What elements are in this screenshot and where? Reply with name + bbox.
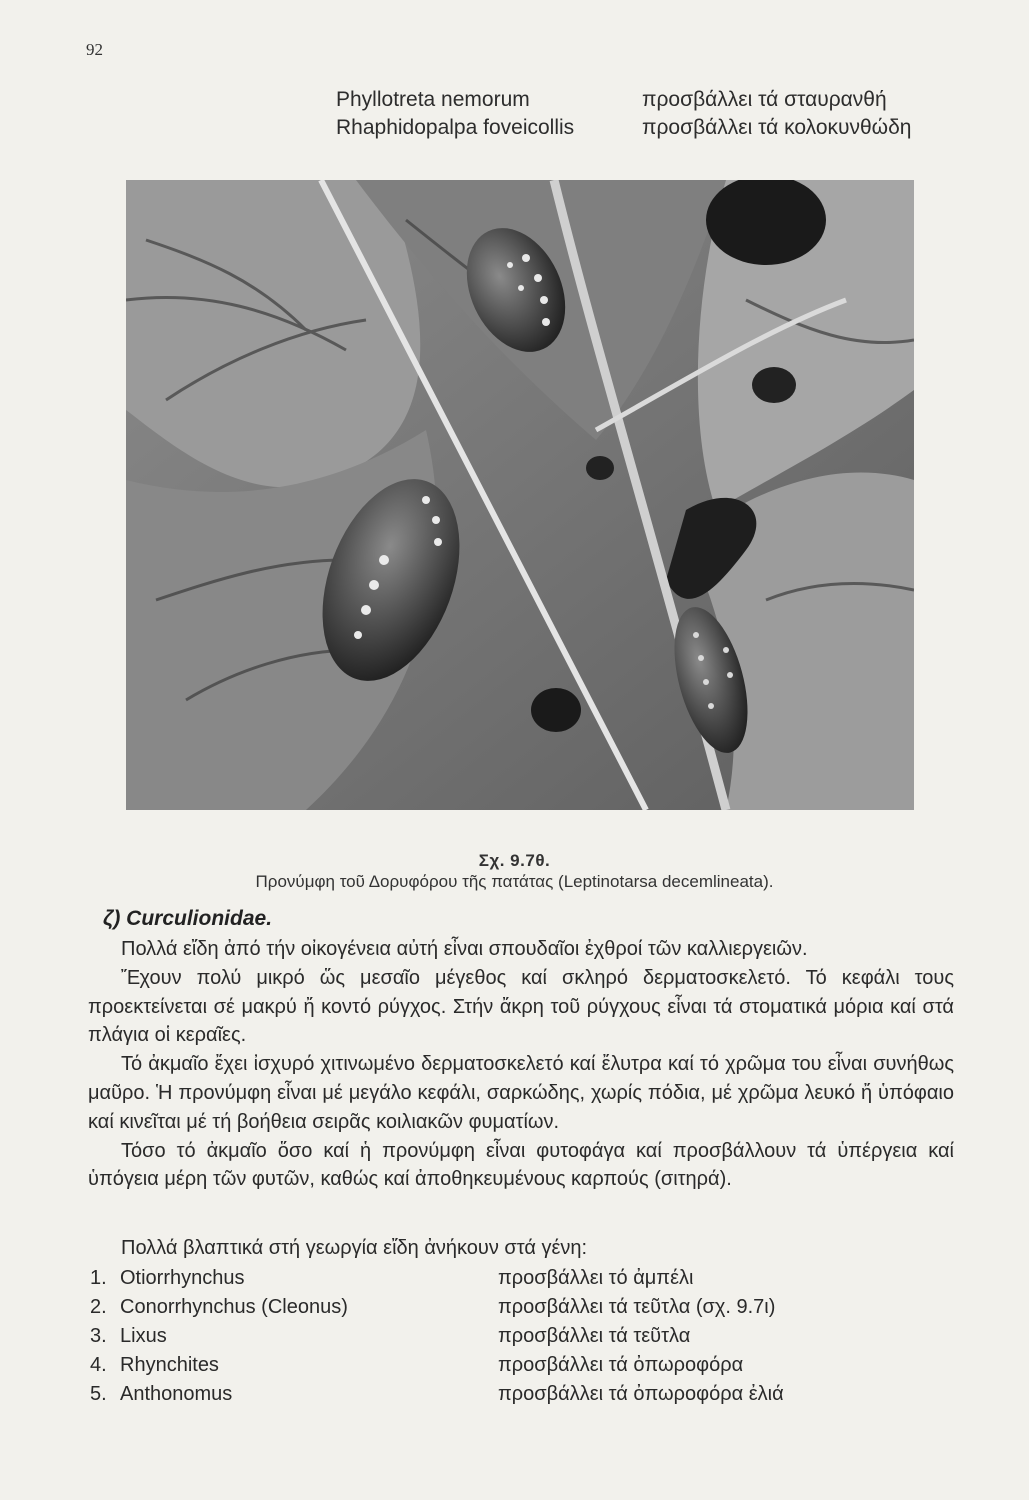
item-number: 4. xyxy=(90,1354,107,1376)
list-item xyxy=(90,1383,950,1412)
list-item xyxy=(90,1325,950,1354)
species-name: Phyllotreta nemorum xyxy=(336,88,530,111)
paragraph: Ἔχουν πολύ μικρό ὥς μεσαῖο μέγεθος καί σκληρό δερματοσκελετό. Τό κεφάλι τους προεκτείνεται σέ μακρύ ἤ κοντό ρύγχος. Στήν ἄκρη τοῦ ρύγχους εἶναι τά στοματικά μόρια καί στά πλάγια οἱ κεραῖες. xyxy=(88,966,954,1047)
genus-name: Otiorrhynchus xyxy=(120,1267,245,1289)
genus-description: προσβάλλει τά ὀπωροφόρα xyxy=(498,1354,744,1376)
genus-name: Conorrhynchus (Cleonus) xyxy=(120,1296,348,1318)
species-description: προσβάλλει τά κολοκυνθώδη xyxy=(642,116,912,139)
item-number: 2. xyxy=(90,1296,107,1318)
list-item xyxy=(90,1296,950,1325)
list-item xyxy=(90,1354,950,1383)
section-title: Curculionidae. xyxy=(126,907,273,930)
genus-description: προσβάλλει τά τεῦτλα xyxy=(498,1325,691,1347)
genus-description: προσβάλλει τά τεῦτλα (σχ. 9.7ι) xyxy=(498,1296,776,1318)
page-number: 92 xyxy=(86,40,103,59)
figure-caption: Προνύμφη τοῦ Δορυφόρου τῆς πατάτας (Leptinotarsa decemlineata). xyxy=(255,872,774,891)
genus-description: προσβάλλει τό ἀμπέλι xyxy=(498,1267,694,1289)
figure-label: Σχ. 9.7θ. xyxy=(478,851,551,870)
body-text xyxy=(88,935,954,1194)
larvae-on-leaf-illustration xyxy=(126,180,914,810)
paragraph: Τόσο τό ἀκμαῖο ὅσο καί ἡ προνύμφη εἶναι φυτοφάγα καί προσβάλλουν τά ὑπέργεια καί ὑπόγεια μέρη τῶν φυτῶν, καθώς καί ἀποθηκευμένους καρπούς (σιτηρά). xyxy=(88,1139,954,1191)
species-description: προσβάλλει τά σταυρανθή xyxy=(642,88,887,111)
section-heading xyxy=(103,907,272,931)
figure-photo xyxy=(126,180,914,810)
species-row xyxy=(336,86,976,114)
genus-name: Anthonomus xyxy=(120,1383,233,1405)
species-name: Rhaphidopalpa foveicollis xyxy=(336,116,575,139)
genus-name: Rhynchites xyxy=(120,1354,219,1376)
paragraph: Τό ἀκμαῖο ἔχει ἰσχυρό χιτινωμένο δερματοσκελετό καί ἔλυτρα καί τό χρῶμα του εἶναι συνήθως μαῦρο. Ἡ προνύμφη εἶναι μέ μεγάλο κεφάλι, σαρκώδης, χωρίς πόδια, μέ χρῶμα λευκό ἤ ὑπόφαιο καί κινεῖται μέ τή βοήθεια σειρᾶς κοιλιακῶν φυματίων. xyxy=(88,1053,954,1133)
item-number: 5. xyxy=(90,1383,107,1405)
paragraph: Πολλά εἴδη ἀπό τήν οἰκογένεια αὐτή εἶναι σπουδαῖοι ἐχθροί τῶν καλλιεργειῶν. xyxy=(121,938,808,960)
genera-list xyxy=(90,1267,950,1412)
item-number: 3. xyxy=(90,1325,107,1347)
species-row xyxy=(336,114,976,142)
genus-name: Lixus xyxy=(120,1325,167,1347)
genus-description: προσβάλλει τά ὀπωροφόρα ἐλιά xyxy=(498,1383,784,1405)
section-marker: ζ) xyxy=(103,907,121,930)
item-number: 1. xyxy=(90,1267,107,1289)
list-item xyxy=(90,1267,950,1296)
genera-intro: Πολλά βλαπτικά στή γεωργία εἴδη ἀνήκουν στά γένη: xyxy=(121,1237,588,1259)
